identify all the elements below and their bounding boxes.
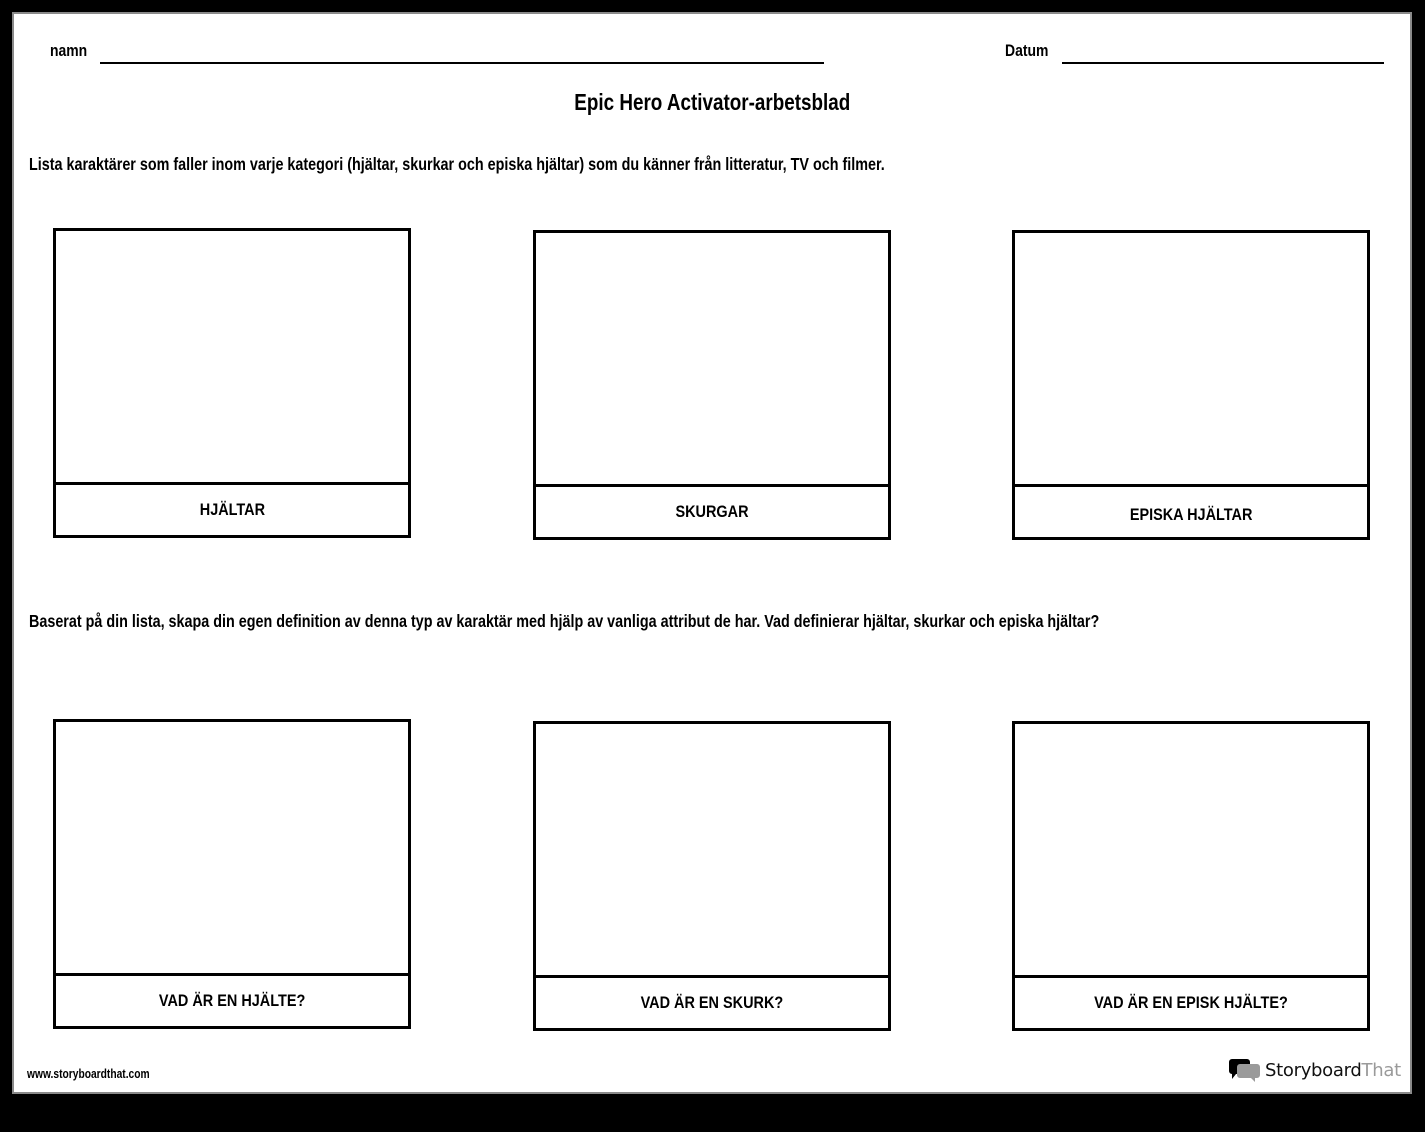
epic-hero-definition-box — [1012, 721, 1370, 1031]
speech-bubbles-icon — [1228, 1057, 1262, 1083]
epic-heroes-box — [1012, 230, 1370, 540]
villains-label-area — [536, 487, 888, 537]
name-label: namn — [50, 41, 88, 60]
epic-heroes-label: EPISKA HJÄLTAR — [1129, 505, 1253, 524]
hero-definition-label-area — [56, 976, 408, 1026]
villain-definition-label: VAD ÄR EN SKURK? — [640, 993, 784, 1012]
section1-instruction: Lista karaktärer som faller inom varje kategori (hjältar, skurkar och episka hjältar) som du känner från litteratur, TV och filmer. — [29, 154, 885, 174]
villains-label: SKURGAR — [675, 502, 749, 521]
date-field-line[interactable] — [1062, 62, 1384, 64]
logo-text-light: That — [1361, 1059, 1401, 1081]
heroes-label: HJÄLTAR — [199, 500, 265, 519]
villains-box — [533, 230, 891, 540]
date-label: Datum — [1005, 41, 1049, 60]
name-field-line[interactable] — [100, 62, 824, 64]
villain-definition-label-area — [536, 978, 888, 1028]
footer-url[interactable]: www.storyboardthat.com — [27, 1067, 150, 1081]
title-wrapper — [14, 89, 1410, 116]
epic-hero-definition-write-area[interactable] — [1015, 724, 1367, 978]
heroes-box — [53, 228, 411, 538]
heroes-label-area — [56, 485, 408, 535]
logo-text-dark: Storyboard — [1265, 1059, 1362, 1081]
epic-hero-definition-label-area — [1015, 978, 1367, 1028]
section2-instruction: Baserat på din lista, skapa din egen definition av denna typ av karaktär med hjälp av vanliga attribut de har. Vad definierar hjältar, skurkar och episka hjältar? — [29, 611, 1100, 631]
heroes-write-area[interactable] — [56, 231, 408, 485]
villain-definition-write-area[interactable] — [536, 724, 888, 978]
hero-definition-write-area[interactable] — [56, 722, 408, 976]
villain-definition-box — [533, 721, 891, 1031]
villains-write-area[interactable] — [536, 233, 888, 487]
logo-text — [1265, 1060, 1401, 1081]
hero-definition-label: VAD ÄR EN HJÄLTE? — [158, 991, 306, 1010]
hero-definition-box — [53, 719, 411, 1029]
storyboardthat-logo[interactable] — [1228, 1057, 1401, 1083]
epic-heroes-label-area — [1015, 487, 1367, 537]
worksheet-page — [12, 12, 1412, 1094]
page-title: Epic Hero Activator-arbetsblad — [573, 89, 850, 115]
epic-heroes-write-area[interactable] — [1015, 233, 1367, 487]
epic-hero-definition-label: VAD ÄR EN EPISK HJÄLTE? — [1094, 993, 1288, 1012]
